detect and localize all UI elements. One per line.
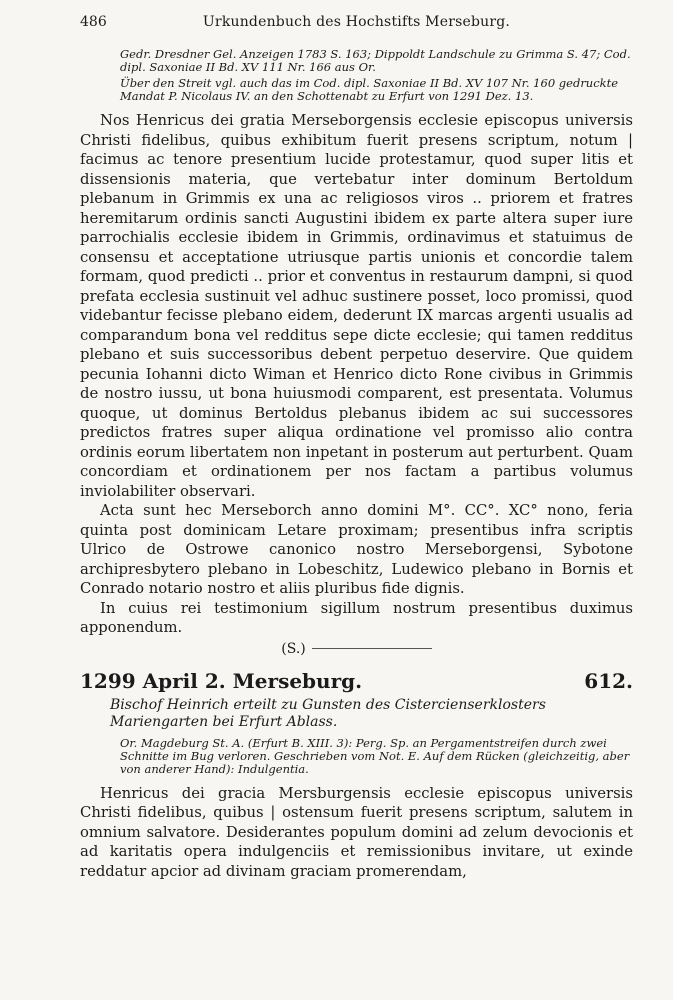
note-dispute: Über den Streit vgl. auch das im Cod. dipl. Saxoniae II Bd. XV 107 Nr. 160 gedruckte Mandat P. Nicolaus IV. an den Schottenabt zu Erfurt von 1291 Dez. 13. (120, 76, 619, 103)
print-notes (120, 48, 633, 103)
charter-paragraph: Acta sunt hec Merseborch anno domini M°. CC°. XC° nono, feria quinta post dominicam Letare proximam; presentibus infra scriptis Ulrico de Ostrowe canonico nostro Merseborgensi, Sybotone archipresbytero plebano in Lobeschitz, Ludewico plebano in Bornis et Conrado notario nostro et aliis pluribus fide dignis. (80, 502, 633, 597)
document-heading (80, 669, 633, 693)
page-number: 486 (80, 14, 107, 30)
charter-paragraph: Nos Henricus dei gratia Merseborgensis ecclesie episcopus universis Christi fidelibus, quibus exhibitum fuerit presens scriptum, notum | facimus ac tenore presentium lucide protestamur, quod super litis et dissensionis materia, que vertebatur inter dominum Bertoldum plebanum in Grimmis ex una ac religiosos viros .. priorem et fratres heremitarum ordinis sancti Augustini ibidem ex parte altera super iure parrochialis ecclesie ibidem in Grimmis, ordinavimus et statuimus de consensu et acceptatione utriusque partis unionis et concordie talem formam, quod predicti .. prior et conventus in restaurum dampni, si quod prefata ecclesia sustinuit vel adhuc sustinere posset, loco promissi, quod videbantur fecisse plebano eidem, dederunt IX marcas argenti usualis ad comparandum bona vel redditus sepe dicte ecclesie; qui tamen redditus plebano et suis successoribus debent perpetuo deservire. Que quidem pecunia Iohanni dicto Wiman et Henrico dicto Rone civibus in Grimmis de nostro iussu, ut bona huiusmodi comparent, est presentata. Volumus quoque, ut dominus Bertoldus plebanus ibidem ac sui successores predictos fratres super aliqua ordinatione vel promisso alio contra ordinis eorum libertatem non inpetant in posterum aut perturbent. Quam concordiam et ordinationem per nos factam a partibus volumus inviolabiliter observari. (80, 112, 633, 500)
charter-paragraph: In cuius rei testimonium sigillum nostrum presentibus duximus apponendum. (80, 599, 633, 636)
document-paragraph: Henricus dei gracia Mersburgensis ecclesie episcopus universis Christi fidelibus, quibus | ostensum fuerit presens scriptum, salutem in omnium salvatore. Desiderantes populum domini ad zelum devocionis et ad karitatis opera indulgenciis et remissionibus invitare, ut exinde reddatur apcior ad divinam graciam promerendam, (80, 784, 633, 880)
regest: Bischof Heinrich erteilt zu Gunsten des Cistercienserklosters Mariengarten bei Erfurt Ablass. (110, 696, 546, 730)
provenance-note: Or. Magdeburg St. A. (Erfurt B. XIII. 3): Perg. Sp. an Pergamentstreifen durch zwei Schnitte im Bug verloren. Geschrieben vom Not. E. Auf dem Rücken (gleichzeitig, aber von anderer Hand): Indulgentia. (120, 735, 630, 776)
note-edition: Gedr. Dresdner Gel. Anzeigen 1783 S. 163; Dippoldt Landschule zu Grimma S. 47; Cod. dipl. Saxoniae II Bd. XV 111 Nr. 166 aus Or. (120, 47, 631, 74)
seal-mark: (S.) (281, 640, 306, 657)
running-title: Urkundenbuch des Hochstifts Merseburg. (202, 14, 511, 30)
document-number: 612. (584, 668, 633, 693)
page-header (80, 14, 633, 40)
seal-rule (312, 648, 432, 649)
charter-text (80, 111, 633, 638)
seal-line (80, 641, 633, 657)
document-date: 1299 April 2. Merseburg. (80, 668, 363, 693)
document-text (80, 784, 633, 882)
